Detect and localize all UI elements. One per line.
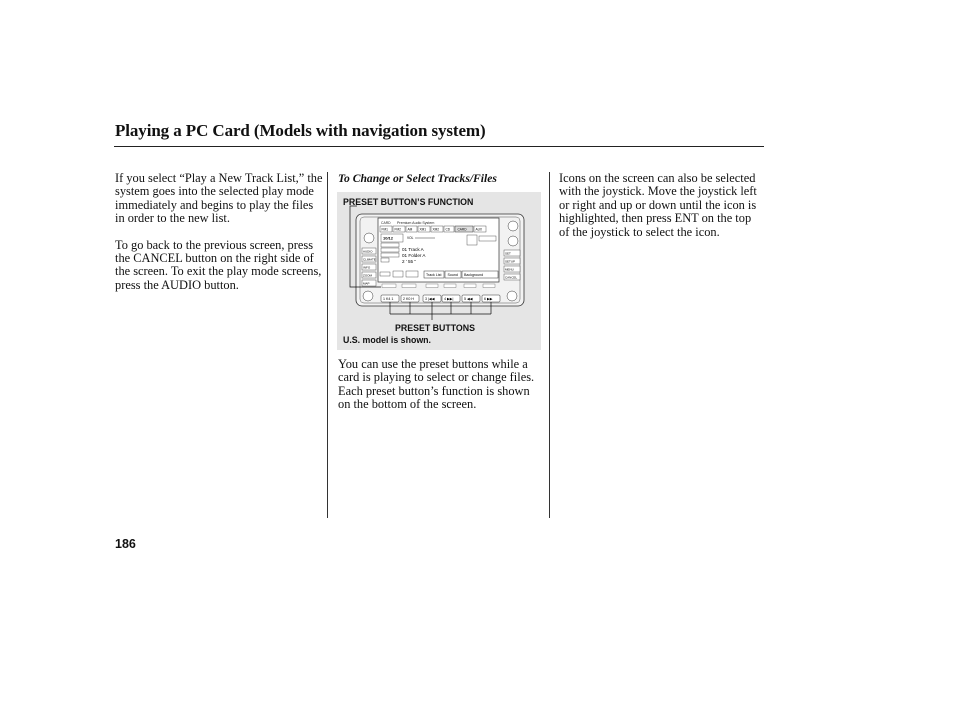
svg-text:FM2: FM2 (394, 227, 401, 232)
section-subheading: To Change or Select Tracks/Files (338, 172, 497, 185)
svg-text:XM1: XM1 (419, 227, 427, 232)
right-column (559, 172, 759, 252)
svg-text:CARD: CARD (457, 227, 467, 232)
title-rule (114, 146, 764, 147)
svg-text:10/12: 10/12 (383, 235, 394, 241)
left-paragraph-1: If you select “Play a New Track List,” the system goes into the selected play mode immediately and begins to play the files in order to the new list. (115, 171, 323, 226)
screen-header: Premium Audio System (397, 221, 435, 225)
svg-text:FM1: FM1 (381, 227, 388, 232)
source-tabs (380, 226, 486, 232)
screen-menu-buttons (424, 271, 498, 278)
column-divider-left (327, 172, 328, 518)
left-paragraph-2: To go back to the previous screen, press the CANCEL button on the right side of the screen. To exit the play mode screens, press the AUDIO button. (115, 237, 322, 292)
svg-text:5 ◀◀: 5 ◀◀ (464, 297, 473, 302)
svg-text:AM: AM (407, 227, 413, 232)
svg-text:Background: Background (464, 273, 484, 278)
right-paragraph: Icons on the screen can also be selected with the joystick. Move the joystick left or right and up or down until the icon is highlighted, then press ENT on the top of the joystick to select the icon. (559, 171, 757, 239)
svg-text:Track List: Track List (426, 273, 442, 278)
screen-folder: 01 Folder A (402, 253, 426, 258)
left-column (115, 172, 325, 305)
svg-text:CD: CD (445, 227, 451, 232)
svg-text:MENU: MENU (505, 267, 514, 272)
middle-column-text (338, 358, 543, 425)
screen-track: 01 Track A (402, 247, 424, 252)
svg-text:AUDIO: AUDIO (363, 249, 373, 254)
svg-text:2 K0 H: 2 K0 H (403, 297, 414, 302)
page-title: Playing a PC Card (Models with navigation system) (115, 121, 486, 140)
middle-paragraph: You can use the preset buttons while a card is playing to select or change files. Each preset button’s function is shown on the bottom of the screen. (338, 357, 535, 412)
svg-text:Sound: Sound (447, 273, 458, 278)
svg-text:SETUP: SETUP (505, 259, 516, 264)
svg-text:CANCEL: CANCEL (505, 275, 518, 280)
svg-text:1 K4 1: 1 K4 1 (383, 297, 394, 302)
preset-buttons (381, 295, 500, 302)
svg-text:XM2: XM2 (432, 227, 440, 232)
svg-text:VOL: VOL (407, 236, 414, 240)
figure-label-bottom: PRESET BUTTONS (395, 323, 475, 333)
svg-text:3 |◀◀: 3 |◀◀ (425, 297, 435, 302)
svg-text:CLIMATE: CLIMATE (363, 257, 376, 262)
svg-text:SET: SET (505, 251, 511, 256)
svg-text:4 ▶▶|: 4 ▶▶| (444, 297, 454, 302)
column-divider-right (549, 172, 550, 518)
figure-caption: U.S. model is shown. (343, 335, 431, 345)
svg-text:6 ▶▶: 6 ▶▶ (484, 297, 493, 302)
svg-text:AUX: AUX (475, 227, 483, 232)
svg-text:INFO: INFO (363, 265, 371, 270)
svg-text:MAP: MAP (363, 281, 370, 286)
svg-text:ZOOM: ZOOM (363, 273, 372, 278)
screen-time: 2 ' 55 " (402, 259, 417, 264)
svg-text:CARD: CARD (381, 221, 391, 225)
preset-button-figure (337, 192, 541, 350)
figure-label-top: PRESET BUTTON’S FUNCTION (343, 197, 474, 207)
page-number: 186 (115, 537, 136, 551)
